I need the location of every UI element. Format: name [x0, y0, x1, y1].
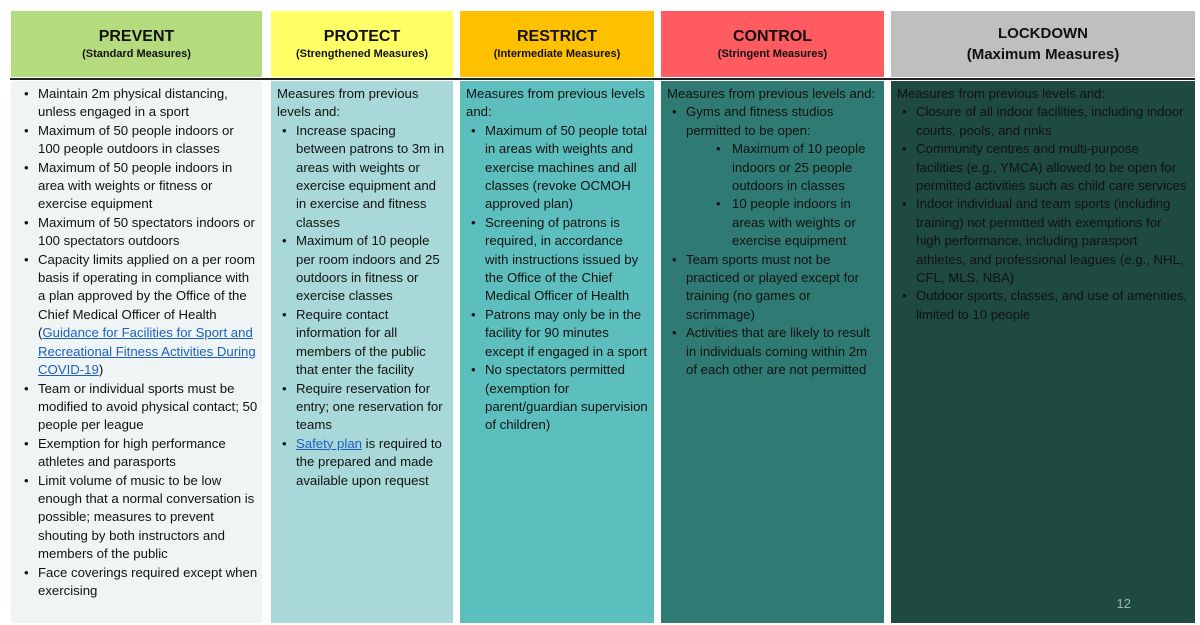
sub-list-item: • 10 people indoors in areas with weights or exercise equipment — [732, 195, 878, 250]
lockdown-list — [897, 103, 1189, 324]
column-prevent — [11, 11, 262, 77]
safety-plan-link[interactable]: Safety plan — [296, 435, 362, 451]
page-number: 12 — [1116, 595, 1131, 611]
list-item: • Exemption for high performance athletes and parasports — [38, 435, 258, 472]
column-restrict — [460, 11, 654, 77]
list-item: • Require contact information for all members of the public that enter the facility — [296, 306, 447, 380]
lockdown-subtitle: (Maximum Measures) — [966, 46, 1120, 63]
list-item: • Maximum of 50 spectators indoors or 100 spectators outdoors — [38, 214, 258, 251]
list-item: • Maximum of 10 people per room indoors and 25 outdoors in fitness or exercise classes — [296, 232, 447, 306]
list-item: • Require reservation for entry; one reservation for teams — [296, 380, 447, 435]
protect-intro: Measures from previous levels and: — [277, 86, 419, 120]
protect-subtitle: (Strengthened Measures) — [295, 47, 429, 60]
control-sub-list — [686, 140, 878, 250]
list-item: • Maximum of 50 people total in areas with weights and exercise machines and all classes (revoke OCMOH approved plan) — [485, 122, 648, 214]
sub-list-item: • Maximum of 10 people indoors or 25 people outdoors in classes — [732, 140, 878, 195]
restrict-header — [460, 11, 654, 77]
prevent-title: PREVENT — [98, 27, 175, 45]
prevent-list — [19, 85, 258, 600]
list-item: • Maintain 2m physical distancing, unless engaged in a sport — [38, 85, 258, 122]
list-item: • Team or individual sports must be modified to avoid physical contact; 50 people per league — [38, 380, 258, 435]
control-intro: Measures from previous levels and: — [667, 86, 876, 101]
header-divider — [10, 78, 1195, 80]
list-item: • Team sports must not be practiced or played except for training (no games or scrimmage) — [686, 251, 878, 325]
column-protect — [271, 11, 453, 77]
column-control — [661, 11, 884, 77]
control-body — [661, 81, 884, 623]
protect-list — [277, 122, 447, 490]
list-item: • No spectators permitted (exemption for parent/guardian supervision of children) — [485, 361, 648, 435]
prevent-body — [11, 81, 262, 623]
protect-body — [271, 81, 453, 623]
restrict-list — [466, 122, 648, 435]
list-item: • Closure of all indoor facilities, including indoor courts, pools, and rinks — [916, 103, 1189, 140]
list-item: • Maximum of 50 people indoors in area with weights or fitness or exercise equipment — [38, 159, 258, 214]
list-item: • Indoor individual and team sports (including training) not permitted with exemptions for high performance, including parasport athletes, and professional leagues (e.g., NHL, CFL, MLS, NBA) — [916, 195, 1189, 287]
protect-title: PROTECT — [323, 27, 401, 45]
prevent-subtitle: (Standard Measures) — [82, 47, 191, 60]
restrict-intro: Measures from previous levels and: — [466, 86, 645, 120]
list-item: • Maximum of 50 people indoors or 100 people outdoors in classes — [38, 122, 258, 159]
list-item: • Capacity limits applied on a per room basis if operating in compliance with a plan approved by the Office of the Chief Medical Officer of Health (Guidance for Facilities for Sport and Recreational Fitness Activities During COVID-19) — [38, 251, 258, 380]
column-lockdown — [891, 11, 1195, 77]
prevent-header — [11, 11, 262, 77]
list-item: • Gyms and fitness studios permitted to be open: • Maximum of 10 people indoors or 25 people outdoors in classes • 10 people indoors in areas with weights or exercise equipment — [686, 103, 878, 250]
restrict-subtitle: (Intermediate Measures) — [493, 47, 621, 60]
list-item: • Limit volume of music to be low enough that a normal conversation is possible; measures to prevent shouting by both instructors and members of the public — [38, 472, 258, 564]
control-subtitle: (Stringent Measures) — [717, 47, 828, 60]
protect-header — [271, 11, 453, 77]
guidance-link[interactable]: Guidance for Facilities for Sport and Recreational Fitness Activities During COVID-19 — [38, 325, 256, 378]
control-title: CONTROL — [732, 27, 813, 45]
list-item: • Community centres and multi-purpose facilities (e.g., YMCA) allowed to be open for permitted activities such as child care services — [916, 140, 1189, 195]
list-item: • Screening of patrons is required, in accordance with instructions issued by the Office of the Chief Medical Officer of Health — [485, 214, 648, 306]
lockdown-body — [891, 81, 1195, 623]
lockdown-intro: Measures from previous levels and: — [897, 86, 1106, 101]
control-list — [667, 103, 878, 379]
list-item: • Activities that are likely to result in individuals coming within 2m of each other are not permitted — [686, 324, 878, 379]
restrict-title: RESTRICT — [517, 27, 597, 45]
list-item: • Safety plan is required to the prepared and made available upon request — [296, 435, 447, 490]
restrict-body — [460, 81, 654, 623]
list-item: • Outdoor sports, classes, and use of amenities, limited to 10 people — [916, 287, 1189, 324]
list-item: • Patrons may only be in the facility for 90 minutes except if engaged in a sport — [485, 306, 648, 361]
list-item: • Increase spacing between patrons to 3m in areas with weights or exercise equipment and in exercise and fitness classes — [296, 122, 447, 232]
list-item: • Face coverings required except when exercising — [38, 564, 258, 601]
lockdown-header — [891, 11, 1195, 77]
control-header — [661, 11, 884, 77]
lockdown-title: LOCKDOWN — [998, 25, 1088, 42]
